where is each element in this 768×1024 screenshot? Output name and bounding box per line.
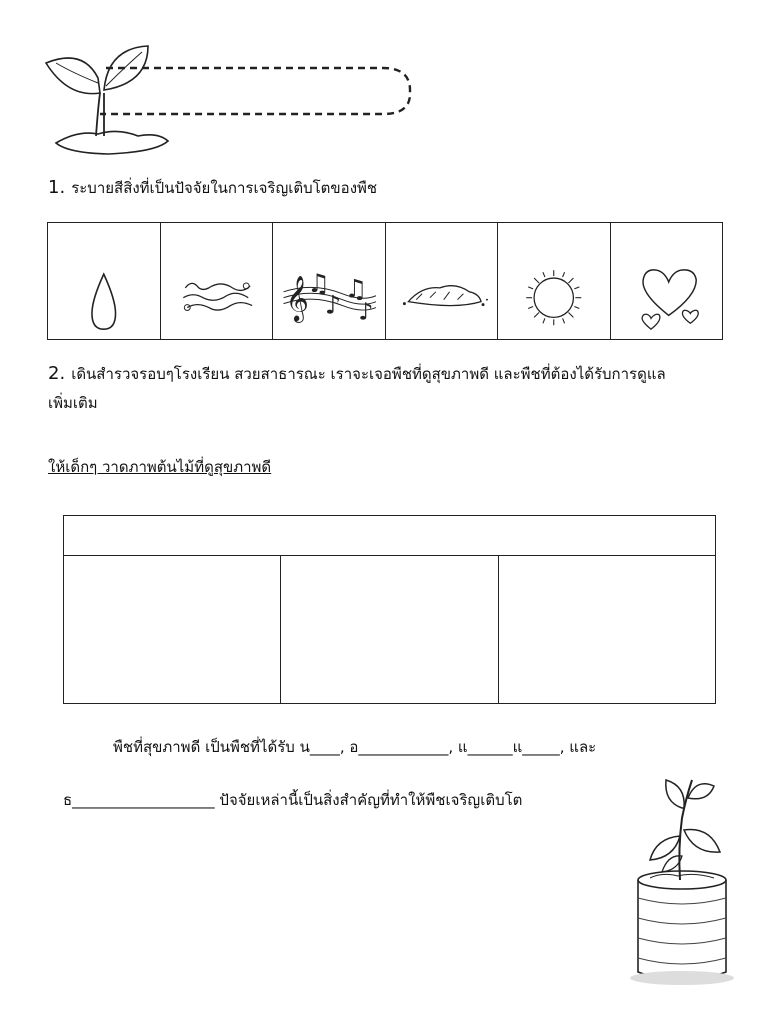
factor-cell-soil[interactable] bbox=[385, 223, 498, 339]
drawing-area-1[interactable] bbox=[64, 556, 280, 703]
water-drop-icon bbox=[48, 223, 160, 339]
svg-text:♪: ♪ bbox=[324, 290, 342, 321]
sprout-icon bbox=[38, 38, 418, 163]
svg-text:𝄞: 𝄞 bbox=[285, 276, 309, 322]
drawing-area-3[interactable] bbox=[498, 556, 715, 703]
fill-in-line-2-suffix: ปัจจัยเหล่านี้เป็นสิ่งสำคัญที่ทำให้พืชเจริญเติบโต bbox=[214, 791, 523, 809]
drawing-table bbox=[63, 515, 716, 704]
drawing-table-header[interactable] bbox=[64, 516, 715, 556]
question-1 bbox=[48, 176, 377, 200]
svg-text:♪: ♪ bbox=[358, 297, 374, 326]
question-2-line2: เพิ่มเติม bbox=[48, 393, 98, 412]
soil-icon bbox=[386, 223, 498, 339]
question-2 bbox=[48, 358, 748, 416]
header-sprout bbox=[38, 38, 418, 163]
sun-icon bbox=[498, 223, 610, 339]
factor-grid bbox=[47, 222, 723, 340]
plant-in-can-icon bbox=[622, 768, 742, 993]
question-1-number: 1. bbox=[48, 177, 66, 198]
fill-in-line-2-blank[interactable]: ___________________ bbox=[72, 791, 215, 809]
factor-cell-music[interactable] bbox=[272, 223, 385, 339]
factor-cell-love[interactable] bbox=[610, 223, 723, 339]
hearts-icon bbox=[611, 223, 723, 339]
svg-text:♫: ♫ bbox=[307, 268, 331, 299]
music-notes-icon bbox=[273, 223, 385, 339]
plant-decoration bbox=[622, 768, 742, 993]
svg-text:♫: ♫ bbox=[344, 274, 368, 305]
fill-in-line-2-prefix: ธ bbox=[63, 791, 73, 809]
drawing-instruction: ให้เด็กๆ วาดภาพต้นไม้ที่ดูสุขภาพดี bbox=[48, 458, 272, 476]
fill-in-line-1[interactable]: พืชที่สุขภาพดี เป็นพืชที่ได้รับ น____, อ____________, แ______แ_____, และ bbox=[113, 738, 597, 756]
factor-cell-wind[interactable] bbox=[160, 223, 273, 339]
question-2-number: 2. bbox=[48, 363, 66, 384]
drawing-area-2[interactable] bbox=[280, 556, 497, 703]
question-1-text: ระบายสีสิ่งที่เป็นปัจจัยในการเจริญเติบโตของพืช bbox=[71, 179, 378, 197]
question-2-line1: เดินสำรวจรอบๆโรงเรียน สวยสาธารณะ เราจะเจอพืชที่ดูสุขภาพดี และพืชที่ต้องได้รับการดูแล bbox=[71, 365, 666, 383]
factor-cell-sun[interactable] bbox=[497, 223, 610, 339]
wind-icon bbox=[161, 223, 273, 339]
fill-in-line-2[interactable] bbox=[63, 788, 522, 812]
factor-cell-water[interactable] bbox=[48, 223, 160, 339]
